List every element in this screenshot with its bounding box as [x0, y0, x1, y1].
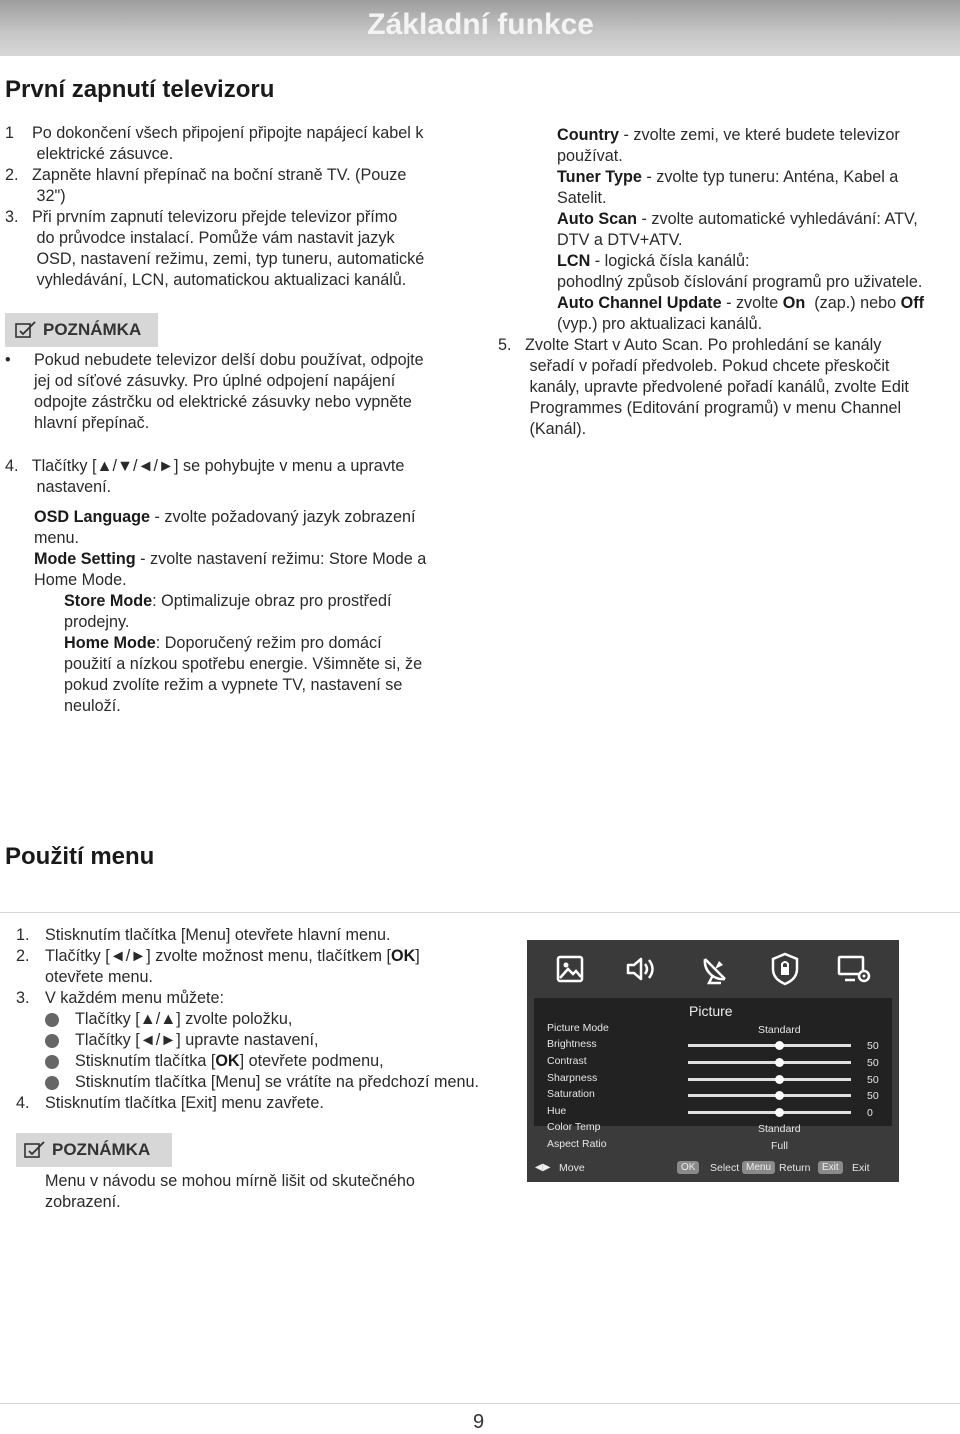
definition: : Doporučený režim pro domácí — [155, 634, 382, 652]
mode-setting-line — [34, 549, 426, 570]
osd-row-label[interactable]: Sharpness — [547, 1072, 598, 1084]
definition: : Optimalizuje obraz pro prostředí — [152, 592, 392, 610]
definition: - zvolte nastavení režimu: Store Mode a — [135, 550, 427, 568]
channel-icon — [699, 953, 731, 985]
note-label: POZNÁMKA — [52, 1140, 151, 1159]
footer-select-label: Select — [710, 1162, 740, 1174]
term: OSD Language — [34, 508, 151, 526]
osd-slider-knob[interactable] — [775, 1041, 784, 1050]
auto-channel-update-line — [557, 293, 924, 314]
osd-slider[interactable] — [688, 1044, 851, 1047]
term: Tuner Type — [557, 168, 642, 186]
item-number: 1. — [16, 926, 30, 944]
text-line: Menu v návodu se mohou mírně lišit od skutečného — [45, 1172, 415, 1190]
note-text — [5, 350, 475, 440]
lcn-line — [557, 251, 750, 272]
section-title-menu-use: Použití menu — [5, 843, 155, 870]
text-line: Pokud nebudete televizor delší dobu používat, odpojte — [34, 351, 424, 369]
definition: - logická čísla kanálů: — [590, 252, 750, 270]
osd-slider-knob[interactable] — [775, 1108, 784, 1117]
list-item — [16, 925, 30, 946]
footer-move-label: Move — [559, 1162, 585, 1174]
osd-rows — [547, 1022, 887, 1152]
setup-icon — [837, 954, 871, 984]
option-off: Off — [900, 294, 924, 312]
text-line: DTV a DTV+ATV. — [557, 231, 683, 249]
text-line: menu. — [34, 529, 79, 547]
text-line: 32") — [5, 187, 66, 205]
osd-row-label[interactable]: Aspect Ratio — [547, 1138, 607, 1150]
text: Tlačítky [◄/►] zvolte možnost menu, tlačítkem [ — [45, 947, 391, 965]
text-line: OSD, nastavení režimu, zemi, typ tuneru, automatické — [5, 250, 425, 268]
home-mode-line — [64, 633, 382, 654]
text-line: zobrazení. — [45, 1193, 121, 1211]
key-ok: OK — [391, 947, 416, 965]
note-text — [45, 1171, 485, 1215]
osd-footer — [527, 1156, 899, 1182]
definition: - zvolte — [721, 294, 783, 312]
osd-slider-knob[interactable] — [775, 1091, 784, 1100]
text-line: elektrické zásuvce. — [5, 145, 174, 163]
osd-icon-bar — [527, 940, 899, 998]
osd-slider[interactable] — [688, 1111, 851, 1114]
text-line: (Kanál). — [498, 420, 587, 438]
text-line: Home Mode. — [34, 571, 127, 589]
right-column — [498, 125, 958, 445]
osd-row-value: Full — [771, 1140, 788, 1152]
osd-row-value: Standard — [758, 1024, 801, 1036]
term: Home Mode — [64, 634, 156, 652]
exit-key[interactable]: Exit — [818, 1161, 843, 1174]
bullet-text: Tlačítky [◄/►] upravte nastavení, — [75, 1031, 319, 1049]
text: ] — [415, 947, 420, 965]
text-line: 5. Zvolte Start v Auto Scan. Po prohledání se kanály — [498, 336, 882, 354]
list-item-text — [45, 946, 420, 967]
text-line: vyhledávání, LCN, automatickou aktualizaci kanálů. — [5, 271, 407, 289]
text-line: 3. Při prvním zapnutí televizoru přejde televizor přímo — [5, 208, 398, 226]
text-line: prodejny. — [64, 613, 130, 631]
definition: (zap.) nebo — [805, 294, 901, 312]
text-line: použití a nízkou spotřebu energie. Všimněte si, že — [64, 655, 423, 673]
bullet-text: Stisknutím tlačítka [Menu] se vrátíte na předchozí menu. — [75, 1073, 479, 1091]
list-item-text: V každém menu můžete: — [45, 989, 225, 1007]
definition: - zvolte typ tuneru: Anténa, Kabel a — [641, 168, 899, 186]
text-line: do průvodce instalací. Pomůže vám nastavit jazyk — [5, 229, 395, 247]
note-pencil-icon — [24, 1141, 46, 1159]
intro-steps — [5, 123, 475, 293]
text-line: neuloží. — [64, 697, 121, 715]
picture-icon — [555, 954, 585, 984]
text-line: Satelit. — [557, 189, 607, 207]
text: Stisknutím tlačítka [ — [75, 1052, 216, 1070]
osd-row-label[interactable]: Picture Mode — [547, 1022, 609, 1034]
auto-scan-line — [557, 209, 918, 230]
text-line: jej od síťové zásuvky. Pro úplné odpojení napájení — [34, 372, 396, 390]
osd-row-label[interactable]: Hue — [547, 1105, 567, 1117]
osd-row-value: 0 — [867, 1107, 873, 1119]
text-line: pokud zvolíte režim a vypnete TV, nastavení se — [64, 676, 403, 694]
store-mode-line — [64, 591, 391, 612]
osd-panel-title: Picture — [689, 1003, 733, 1019]
text-line: kanály, upravte předvolené pořadí kanálů, zvolte Edit — [498, 378, 909, 396]
osd-slider-knob[interactable] — [775, 1075, 784, 1084]
text-line: seřadí v pořadí předvoleb. Pokud chcete přeskočit — [498, 357, 890, 375]
item-number: 2. — [16, 947, 30, 965]
term: Auto Channel Update — [557, 294, 722, 312]
osd-row-value: Standard — [758, 1123, 801, 1135]
text-line: používat. — [557, 147, 623, 165]
key-ok: OK — [215, 1052, 240, 1070]
item-number: 3. — [16, 989, 30, 1007]
text-line: hlavní přepínač. — [34, 414, 150, 432]
text-line: nastavení. — [5, 478, 112, 496]
tuner-type-line — [557, 167, 898, 188]
text: ] otevřete podmenu, — [239, 1052, 384, 1070]
osd-row-label[interactable]: Saturation — [547, 1088, 595, 1100]
osd-row-label[interactable]: Contrast — [547, 1055, 587, 1067]
page-number: 9 — [473, 1411, 485, 1433]
text-line: 4. Tlačítky [▲/▼/◄/►] se pohybujte v menu a upravte — [5, 457, 405, 475]
definition: - zvolte automatické vyhledávání: ATV, — [637, 210, 918, 228]
text-line: 2. Zapněte hlavní přepínač na boční straně TV. (Pouze — [5, 166, 407, 184]
osd-slider[interactable] — [688, 1094, 851, 1097]
text-line: pohodlný způsob číslování programů pro uživatele. — [557, 273, 923, 291]
list-item-text: Stisknutím tlačítka [Menu] otevřete hlavní menu. — [45, 926, 391, 944]
definition: - zvolte zemi, ve které budete televizor — [619, 126, 900, 144]
footer-divider — [0, 1403, 960, 1404]
lock-icon — [770, 952, 800, 986]
osd-row-label[interactable]: Brightness — [547, 1038, 597, 1050]
note-box — [16, 1133, 172, 1167]
list-item-text: otevřete menu. — [45, 968, 153, 986]
term: LCN — [557, 252, 591, 270]
osd-menu-illustration — [527, 940, 899, 1182]
menu-steps — [16, 925, 521, 1115]
osd-language-line — [34, 507, 415, 528]
term: Mode Setting — [34, 550, 136, 568]
item-number: 4. — [16, 1094, 30, 1112]
text-line: odpojte zástrčku od elektrické zásuvky nebo vypněte — [34, 393, 412, 411]
list-item-text: Stisknutím tlačítka [Exit] menu zavřete. — [45, 1094, 324, 1112]
page-header-bar — [0, 0, 960, 56]
ok-key[interactable]: OK — [677, 1161, 699, 1174]
term: Country — [557, 126, 620, 144]
text-line: Programmes (Editování programů) v menu Channel — [498, 399, 902, 417]
bullet-text: Tlačítky [▲/▲] zvolte položku, — [75, 1010, 293, 1028]
osd-row-label[interactable]: Color Temp — [547, 1121, 601, 1133]
arrows-left-right-icon: ◀▶ — [535, 1162, 551, 1173]
bullet-dot: • — [5, 351, 11, 369]
osd-row-value: 50 — [867, 1090, 879, 1102]
osd-slider[interactable] — [688, 1078, 851, 1081]
country-line — [557, 125, 900, 146]
term: Store Mode — [64, 592, 153, 610]
note-box — [5, 313, 158, 347]
bullet-icon — [45, 1054, 59, 1075]
note-label: POZNÁMKA — [43, 320, 142, 339]
text-line: 1 Po dokončení všech připojení připojte napájecí kabel k — [5, 124, 424, 142]
section-title-first-power-on: První zapnutí televizoru — [5, 76, 275, 103]
osd-row-value: 50 — [867, 1057, 879, 1069]
sound-icon — [625, 954, 657, 984]
osd-slider-knob[interactable] — [775, 1058, 784, 1067]
step-4 — [5, 456, 475, 716]
note-pencil-icon — [15, 321, 37, 339]
header-title: Základní funkce — [367, 8, 594, 41]
menu-key[interactable]: Menu — [742, 1161, 775, 1174]
divider — [0, 912, 960, 913]
definition: - zvolte požadovaný jazyk zobrazení — [150, 508, 416, 526]
bullet-text — [75, 1051, 384, 1072]
bullet-icon — [45, 1012, 59, 1033]
option-on: On — [782, 294, 806, 312]
osd-row-value: 50 — [867, 1040, 879, 1052]
osd-slider[interactable] — [688, 1061, 851, 1064]
osd-row-value: 50 — [867, 1074, 879, 1086]
footer-exit-label: Exit — [852, 1162, 870, 1174]
term: Auto Scan — [557, 210, 638, 228]
text-line: (vyp.) pro aktualizaci kanálů. — [557, 315, 763, 333]
footer-return-label: Return — [779, 1162, 811, 1174]
bullet-icon — [45, 1033, 59, 1054]
